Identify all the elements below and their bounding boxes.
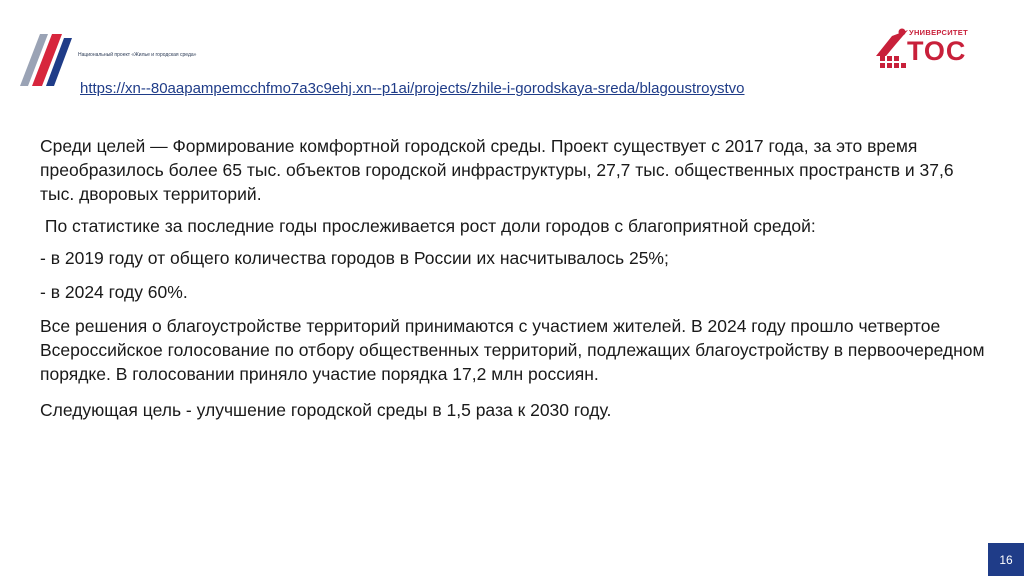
paragraph-goals: Среди целей — Формирование комфортной городской среды. Проект существует с 2017 года, за это время преобразилось более 65 тыс. объектов городской инфраструктуры, 27,7 тыс. общественных пространств и 37,6 тыс. дворовых территорий. xyxy=(40,136,954,204)
logo-main-text: ТОС xyxy=(907,36,967,66)
header-caption: Национальный проект «Жилье и городская среда» xyxy=(78,52,197,58)
paragraph-statistics: По статистике за последние годы прослеживается рост доли городов с благоприятной средой: xyxy=(40,216,816,236)
project-stripes-logo xyxy=(18,34,72,86)
university-tos-logo xyxy=(872,26,984,74)
paragraph-voting: Все решения о благоустройстве территорий принимаются с участием жителей. В 2024 году прошло четвертое Всероссийское голосование по отбору общественных территорий, подлежащих благоустройству в первоочередном порядке. В голосовании приняло участие порядка 17,2 млн россиян. xyxy=(40,316,985,384)
paragraph-next-goal: Следующая цель - улучшение городской среды в 1,5 раза к 2030 году. xyxy=(40,400,612,420)
page-number-badge xyxy=(988,543,1024,576)
logo-emblem-icon xyxy=(872,26,912,74)
paragraph-2024: - в 2024 году 60%. xyxy=(40,282,188,302)
logo-top-text: УНИВЕРСИТЕТ xyxy=(909,28,968,37)
paragraph-2019: - в 2019 году от общего количества городов в России их насчитывалось 25%; xyxy=(40,248,669,268)
source-link[interactable]: https://xn--80aapampemcchfmo7a3c9ehj.xn--p1ai/projects/zhile-i-gorodskaya-sreda/blagoustroystvo xyxy=(80,80,745,97)
page-number: 16 xyxy=(999,552,1013,567)
body-text xyxy=(40,134,990,422)
